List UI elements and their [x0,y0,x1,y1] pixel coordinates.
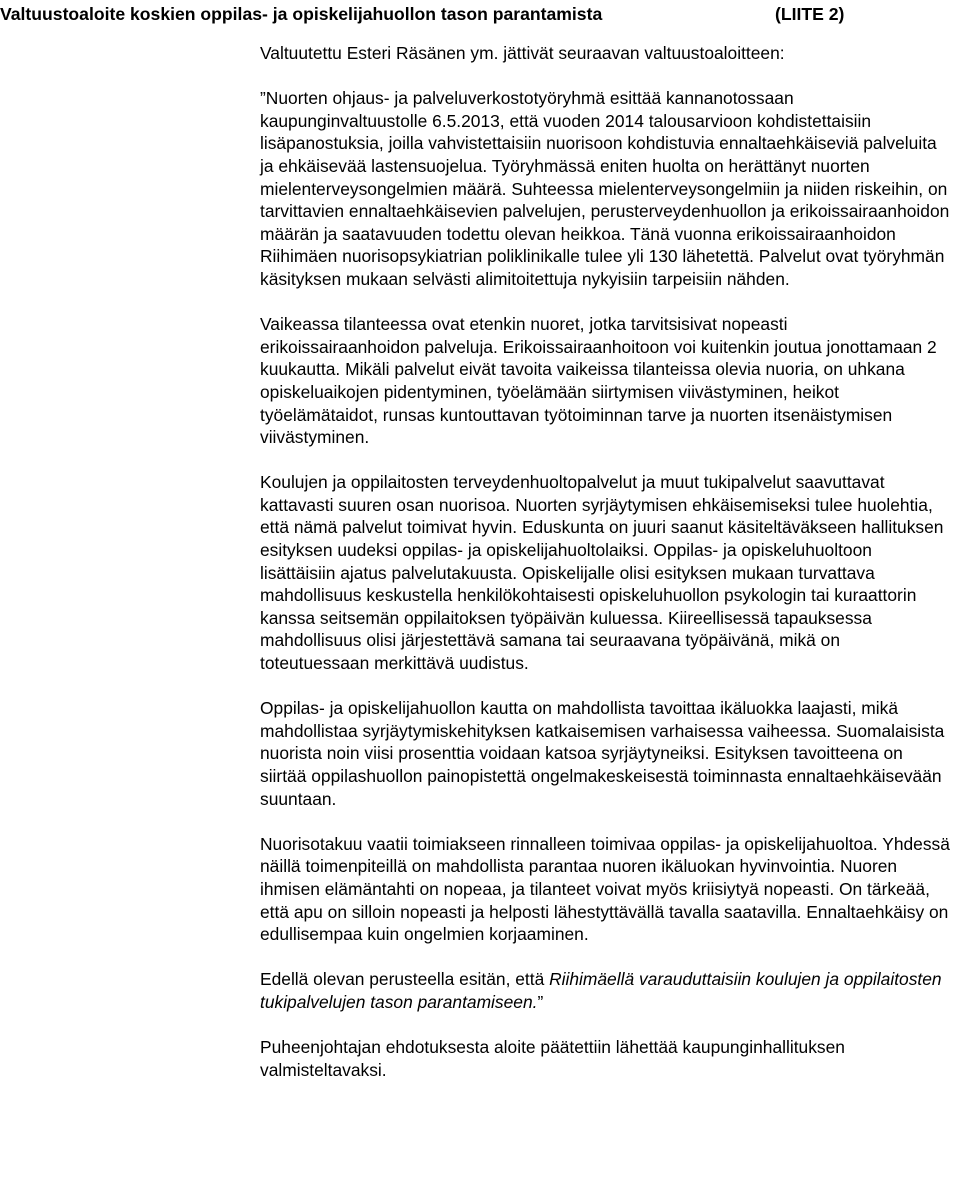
paragraph-5: Nuorisotakuu vaatii toimiakseen rinnalleen toimivaa oppilas- ja opiskelijahuoltoa. Yhdessä näillä toimenpiteillä on mahdollista parantaa nuoren ikäluokan hyvinvointia. Nuoren ihmisen elämäntahti on nopeaa, ja tilanteet voivat myös kriisiytyä nopeasti. On tärkeää, että apu on silloin nopeasti ja helposti lähestyttävällä tavalla saatavilla. Ennaltaehkäisy on edullisempaa kuin ongelmien korjaaminen. [260,833,950,945]
document-body [260,42,950,1104]
proposal-lead: Edellä olevan perusteella esitän, että [260,969,550,990]
paragraph-3: Koulujen ja oppilaitosten terveydenhuoltopalvelut ja muut tukipalvelut saavuttavat kattavasti suuren osan nuorisoa. Nuorten syrjäytymisen ehkäisemiseksi tulee huolehtia, että nämä palvelut toimivat hyvin. Eduskunta on juuri saanut käsiteltäväkseen hallituksen esityksen uudeksi oppilas- ja opiskelijahuoltolaiksi. Oppilas- ja opiskeluhuoltoon lisättäisiin ajatus palvelutakuusta. Opiskelijalle olisi esityksen mukaan turvattava mahdollisuus keskustella henkilökohtaisesti opiskeluhuollon psykologin tai kuraattorin kanssa seitsemän oppilaitoksen työpäivän kuluessa. Kiireellisessä tapauksessa mahdollisuus olisi järjestettävä samana tai seuraavana työpäivänä, mikä on toteutuessaan merkittävä uudistus. [260,472,944,674]
paragraph-2: Vaikeassa tilanteessa ovat etenkin nuoret, jotka tarvitsisivat nopeasti erikoissairaanhoidon palveluja. Erikoissairaanhoitoon voi kuitenkin joutua jonottamaan 2 kuukautta. Mikäli palvelut eivät tavoita vaikeissa tilanteissa olevia nuoria, on uhkana opiskeluaikojen pidentyminen, työelämään siirtymisen viivästyminen, heikot työelämätaidot, runsas kuntouttavan työtoiminnan tarve ja nuorten itsenäistymisen viivästyminen. [260,314,937,448]
document-header [0,2,960,26]
paragraph-4: Oppilas- ja opiskelijahuollon kautta on mahdollista tavoittaa ikäluokka laajasti, mikä mahdollistaa syrjäytymiskehityksen katkaisemisen varhaisessa vaiheessa. Suomalaisista nuorista noin viisi prosenttia voidaan katsoa syrjäytyneiksi. Esityksen tavoitteena on siirtää oppilashuollon painopistettä ongelmakeskeisestä toiminnasta ennaltaehkäisevään suuntaan. [260,698,945,809]
closing-paragraph: Puheenjohtajan ehdotuksesta aloite päätettiin lähettää kaupunginhallituksen valmisteltavaksi. [260,1037,845,1080]
paragraph-1: ”Nuorten ohjaus- ja palveluverkostotyöryhmä esittää kannanotossaan kaupunginvaltuustolle 6.5.2013, että vuoden 2014 talousarvioon kohdistettaisiin lisäpanostuksia, joilla vahvistettaisiin nuorisoon kohdistuvia ennaltaehkäiseviä palveluita ja ehkäisevää lastensuojelua. Työryhmässä eniten huolta on herättänyt nuorten mielenterveysongelmien määrä. Suhteessa mielenterveysongelmiin ja niiden riskeihin, on tarvittavien ennaltaehkäisevien palvelujen, perusterveydenhuollon ja erikoissairaanhoidon määrän ja saatavuuden todettu olevan heikkoa. Tänä vuonna erikoissairaanhoidon Riihimäen nuorisopsykiatrian poliklinikalle tulee yli 130 lähetettä. Palvelut ovat työryhmän käsityksen mukaan selvästi alimitoitettuja nykyisiin tarpeisiin nähden. [260,88,950,289]
document-title: Valtuustoaloite koskien oppilas- ja opiskelijahuollon tason parantamista [0,4,603,24]
proposal-emphasis: Riihimäellä varauduttaisiin koulujen ja oppilaitosten tukipalvelujen tason parantamiseen. [260,969,942,1012]
proposal-paragraph [260,968,950,1013]
intro-paragraph: Valtuutettu Esteri Räsänen ym. jättivät seuraavan valtuustoaloitteen: [260,43,785,63]
annex-label: (LIITE 2) [775,4,845,24]
proposal-end: ” [537,991,544,1012]
